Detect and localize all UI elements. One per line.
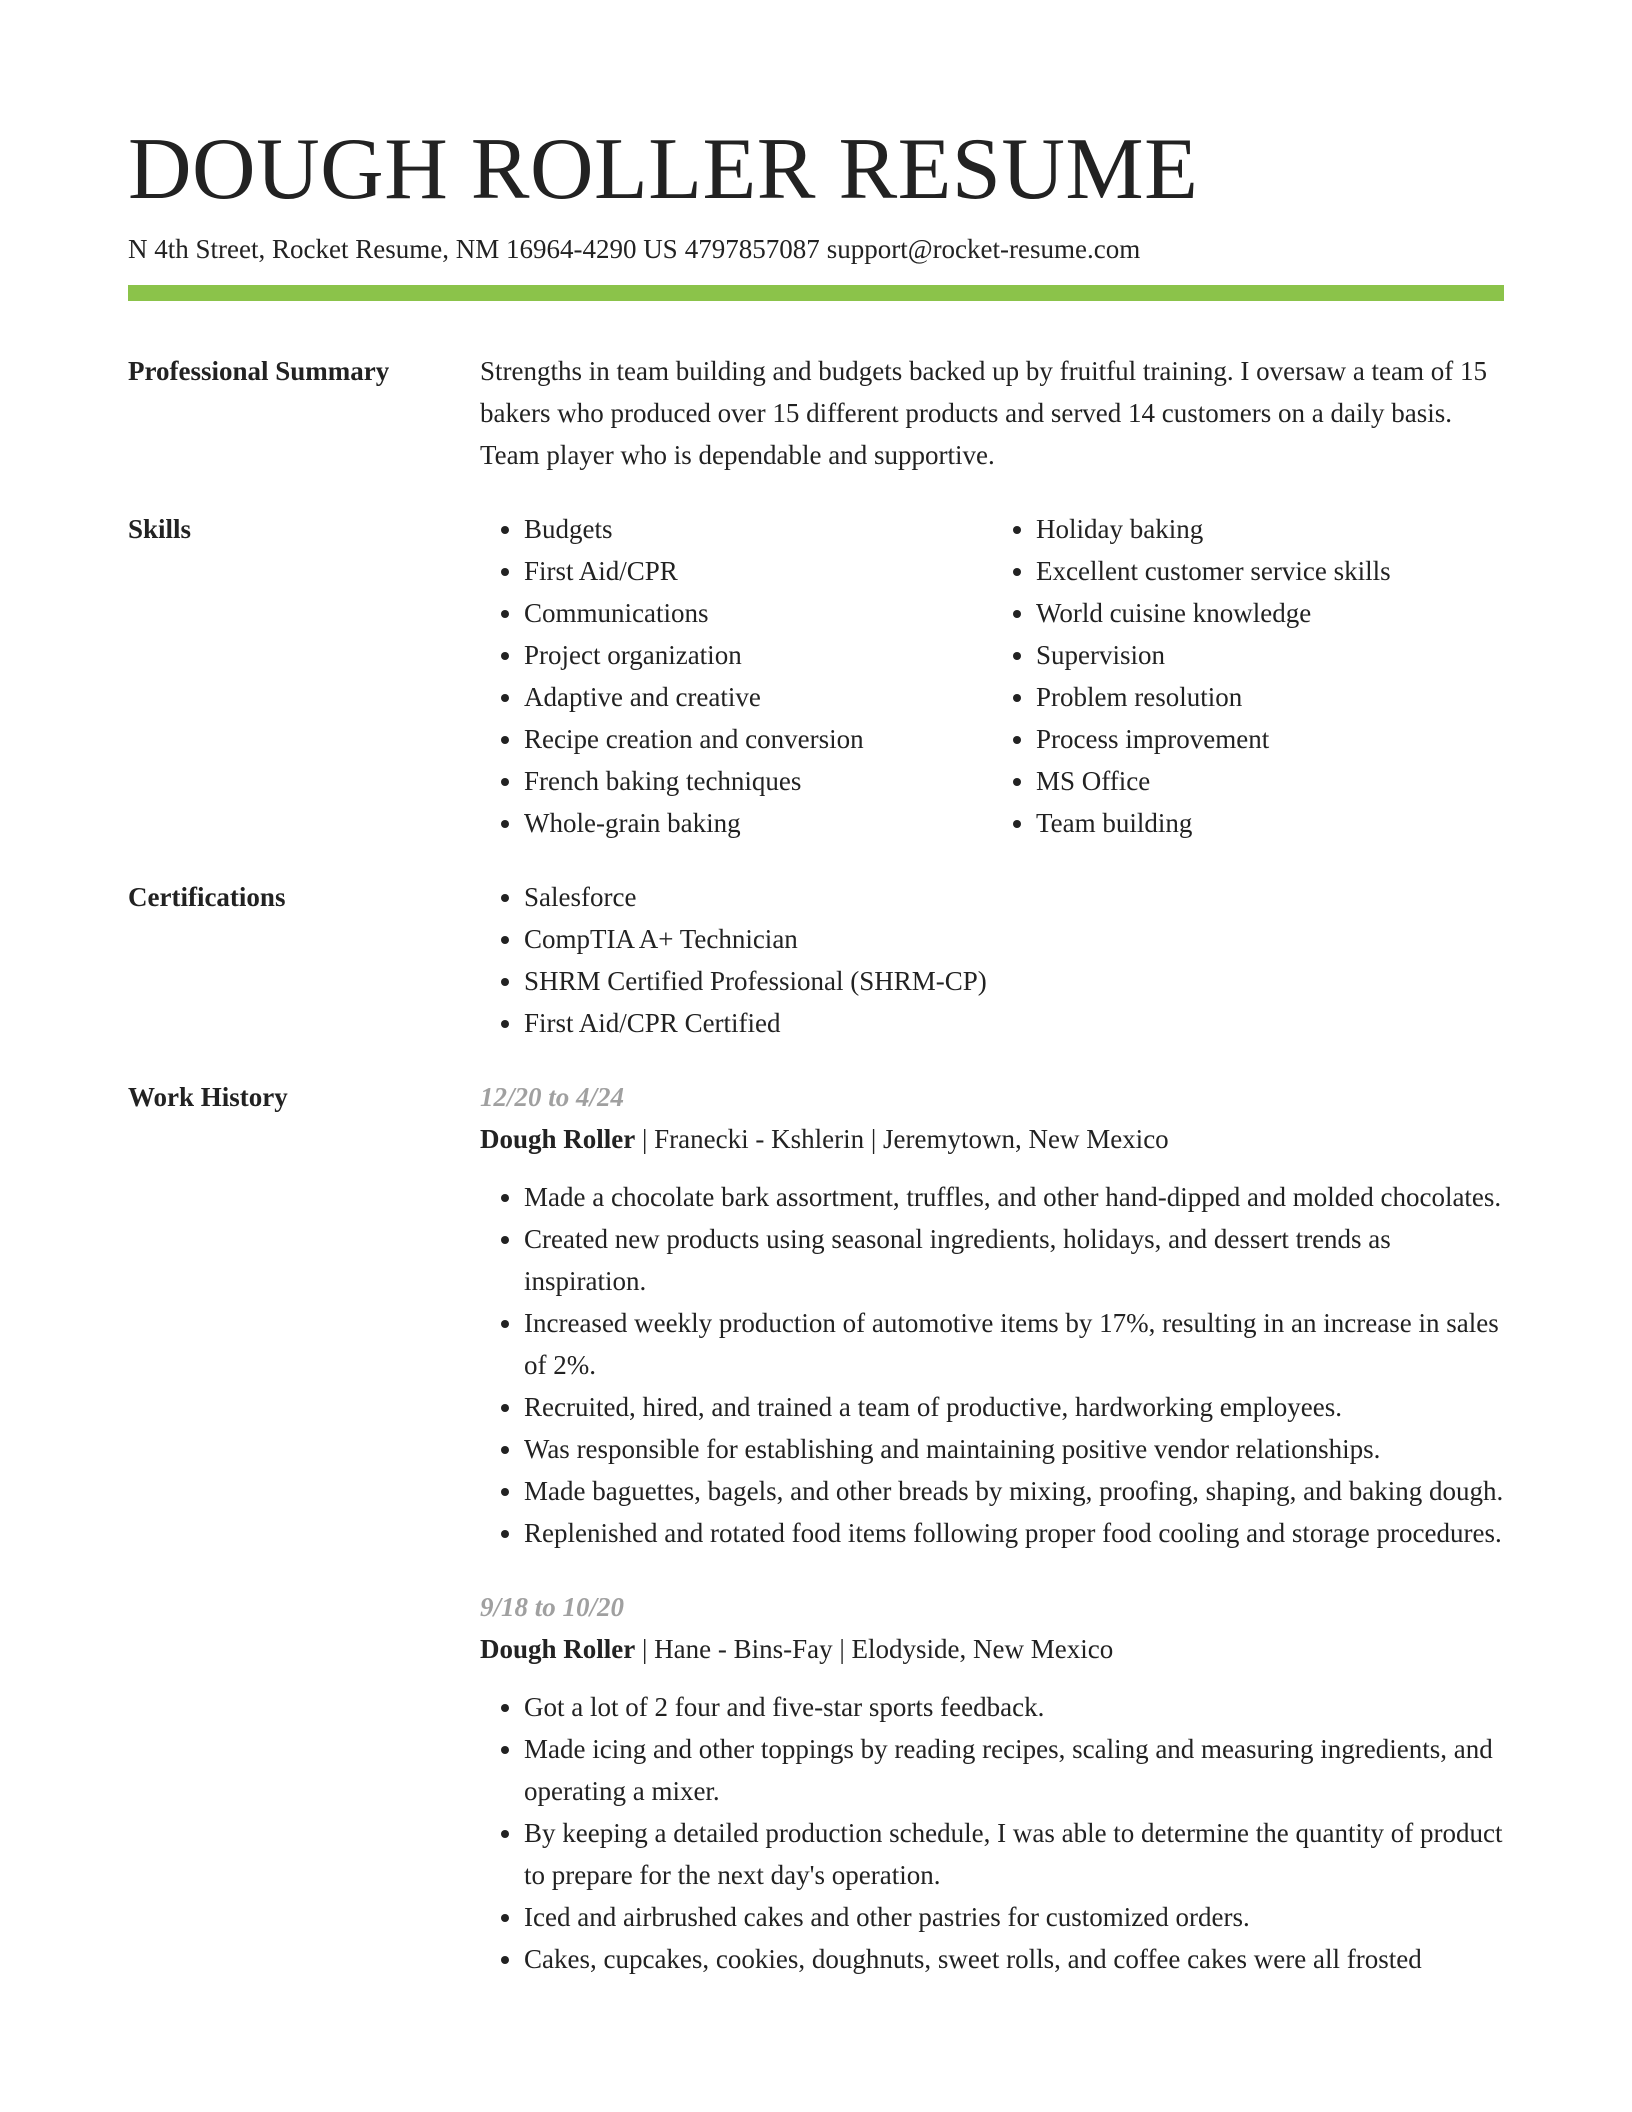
professional-summary-section [128,350,1504,476]
job-bullet: • Made a chocolate bark assortment, truffles, and other hand-dipped and molded chocolates. [524,1176,1504,1218]
section-label-work-history: Work History [128,1082,288,1112]
job-bullet: • Recruited, hired, and trained a team of productive, hardworking employees. [524,1386,1504,1428]
skill-item: • Excellent customer service skills [1036,550,1504,592]
resume-title: DOUGH ROLLER RESUME [128,121,1199,218]
job-title: Dough Roller [480,1634,636,1664]
contact-address: N 4th Street, Rocket Resume, NM 16964-4290 US [128,234,678,264]
skills-column-2 [992,508,1504,844]
resume-sections [128,350,1504,2012]
accent-divider [128,285,1504,301]
skill-item: • Team building [1036,802,1504,844]
section-label-skills: Skills [128,514,192,544]
skill-item: • Supervision [1036,634,1504,676]
job-bullet: • Replenished and rotated food items following proper food cooling and storage procedures. [524,1512,1504,1554]
skills-section [128,508,1504,844]
certification-item: • Salesforce [524,876,1504,918]
skill-item: • Process improvement [1036,718,1504,760]
skill-item: • Budgets [524,508,992,550]
job-title: Dough Roller [480,1124,636,1154]
job-title-line [480,1628,1504,1670]
section-label-certifications: Certifications [128,882,286,912]
section-label-summary: Professional Summary [128,356,390,386]
certification-item: • SHRM Certified Professional (SHRM-CP) [524,960,1504,1002]
job-bullet: • Iced and airbrushed cakes and other pastries for customized orders. [524,1896,1504,1938]
job-dates: 9/18 to 10/20 [480,1592,625,1622]
skill-item: • MS Office [1036,760,1504,802]
job-bullets [480,1176,1504,1554]
job-dates: 12/20 to 4/24 [480,1082,625,1112]
job-details: | Hane - Bins-Fay | Elodyside, New Mexico [642,1634,1114,1664]
job-bullet: • Made icing and other toppings by reading recipes, scaling and measuring ingredients, and operating a mixer. [524,1728,1504,1812]
work-history-section [128,1076,1504,2012]
certification-item: • First Aid/CPR Certified [524,1002,1504,1044]
job-bullet: • Made baguettes, bagels, and other breads by mixing, proofing, shaping, and baking dough. [524,1470,1504,1512]
skill-item: • Whole-grain baking [524,802,992,844]
skill-item: • First Aid/CPR [524,550,992,592]
job-title-line [480,1118,1504,1160]
job-bullet: • Increased weekly production of automotive items by 17%, resulting in an increase in sales of 2%. [524,1302,1504,1386]
skill-item: • Communications [524,592,992,634]
skill-item: • Problem resolution [1036,676,1504,718]
skill-item: • World cuisine knowledge [1036,592,1504,634]
certifications-list [480,876,1504,1044]
job-entry [480,1076,1504,1554]
job-details: | Franecki - Kshlerin | Jeremytown, New Mexico [642,1124,1169,1154]
job-bullet: • Was responsible for establishing and maintaining positive vendor relationships. [524,1428,1504,1470]
job-bullets [480,1686,1504,1980]
job-entry [480,1586,1504,1980]
skill-item: • Adaptive and creative [524,676,992,718]
contact-email: support@rocket-resume.com [826,234,1141,264]
skill-item: • French baking techniques [524,760,992,802]
job-bullet: • Got a lot of 2 four and five-star sports feedback. [524,1686,1504,1728]
contact-line [128,229,1140,269]
job-bullet: • By keeping a detailed production schedule, I was able to determine the quantity of product to prepare for the next day's operation. [524,1812,1504,1896]
job-bullet: • Created new products using seasonal ingredients, holidays, and dessert trends as inspiration. [524,1218,1504,1302]
summary-text: Strengths in team building and budgets backed up by fruitful training. I oversaw a team of 15 bakers who produced over 15 different products and served 14 customers on a daily basis. Team player who is dependable and supportive. [480,356,1488,470]
job-bullet: • Cakes, cupcakes, cookies, doughnuts, sweet rolls, and coffee cakes were all frosted [524,1938,1504,1980]
certifications-section [128,876,1504,1044]
contact-phone: 4797857087 [684,234,820,264]
skill-item: • Project organization [524,634,992,676]
skill-item: • Recipe creation and conversion [524,718,992,760]
skills-column-1 [480,508,992,844]
certification-item: • CompTIA A+ Technician [524,918,1504,960]
skill-item: • Holiday baking [1036,508,1504,550]
